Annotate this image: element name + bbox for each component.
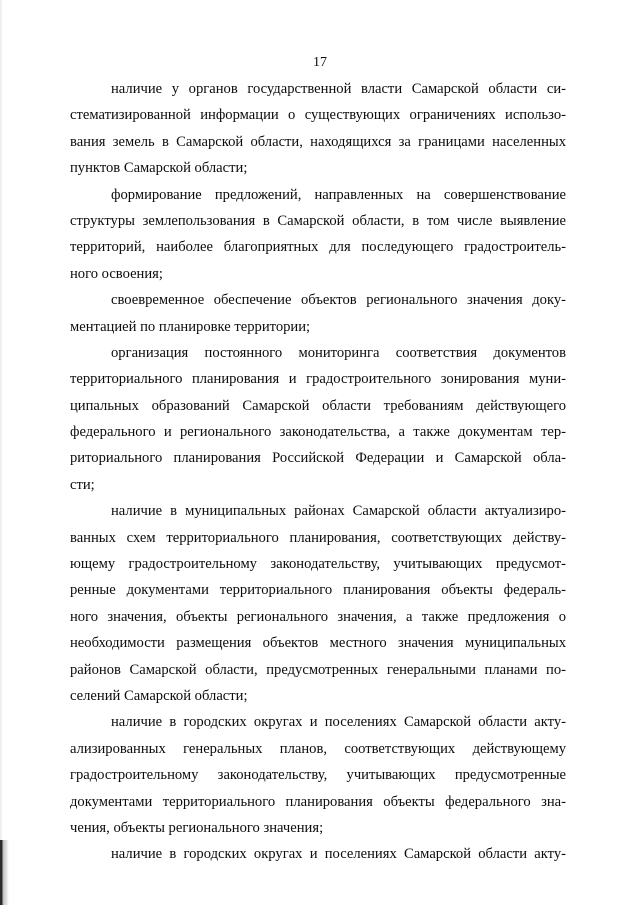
text-line: ного освоения; [70,265,163,282]
text-line: территориального планирования и градостроительного зонирования муни- [70,371,566,388]
text-line: наличие в городских округах и поселениях Самарской области акту- [111,714,566,731]
text-line: наличие в муниципальных районах Самарской области актуализиро- [111,503,566,520]
text-line: вания земель в Самарской области, находящихся за границами населенных [70,133,566,150]
paragraph [70,287,566,340]
page-number: 17 [313,55,327,70]
text-line: стематизированной информации о существующих ограничениях использо- [70,107,566,124]
text-line: федерального и регионального законодательства, а также документам тер- [70,424,566,441]
text-line: ментацией по планировке территории; [70,318,311,335]
text-line: ного значения, объекты регионального значения, а также предложения о [70,608,566,625]
paragraph [70,498,566,709]
text-line: ванных схем территориального планирования, соответствующих действу- [70,529,566,546]
text-line: селений Самарской области; [70,687,248,704]
text-line: документами территориального планирования объекты федерального зна- [70,793,566,810]
scan-edge-mark [0,840,9,905]
text-line: ализированных генеральных планов, соответствующих действующему [70,740,566,757]
paragraph [70,340,566,498]
text-line: чения, объекты регионального значения; [70,819,324,836]
text-line: ренные документами территориального планирования объекты федераль- [70,582,566,599]
text-line: необходимости размещения объектов местного значения муниципальных [70,635,566,652]
text-line: формирование предложений, направленных на совершенствование [111,186,566,203]
text-line: сти; [70,476,95,493]
text-line: градостроительному законодательству, учитывающих предусмотренные [70,767,566,784]
text-line: наличие у органов государственной власти Самарской области си- [111,81,566,97]
text-line: структуры землепользования в Самарской области, в том числе выявление [70,212,566,229]
paragraph [70,76,566,182]
text-line: ципальных образований Самарской области требованиям действующего [70,397,566,414]
text-line: организация постоянного мониторинга соответствия документов [111,344,566,361]
text-line: районов Самарской области, предусмотренных генеральными планами по- [70,661,566,678]
paragraph [70,182,566,288]
scan-shadow [0,0,3,905]
paragraph [70,709,566,841]
text-line: пунктов Самарской области; [70,160,248,177]
text-line: своевременное обеспечение объектов регионального значения доку- [111,292,566,309]
text-line: ющему градостроительному законодательству, учитывающих предусмот- [70,556,566,573]
text-line: риториального планирования Российской Федерации и Самарской обла- [70,450,566,467]
text-line: наличие в городских округах и поселениях Самарской области акту- [111,846,566,863]
text-line: территорий, наиболее благоприятных для последующего градостроитель- [70,239,566,256]
paragraph [70,841,566,867]
document-body [70,76,566,868]
